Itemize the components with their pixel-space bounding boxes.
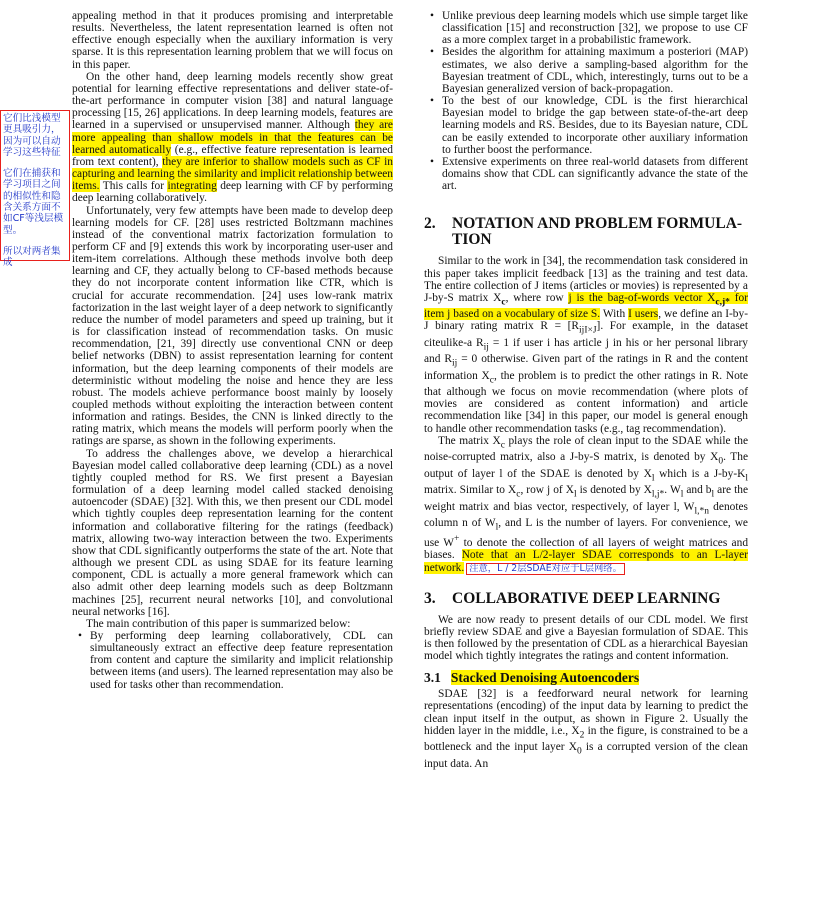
text-segment: are the weight matrix and bias vector, respectively, of layer l, W [424,484,748,513]
left-column [72,10,393,691]
text-segment: = 0 otherwise. Given part of the ratings in R and the content information X [424,353,748,382]
text-segment: , and L is the number of layers. For convenience, we use W [424,516,748,550]
list-item: • Unlike previous deep learning models which use simple target like classification [15] and reconstruction [32], we propose to use CF as a more complex target in a probabilistic framework. [442,10,748,46]
text-segment: With [600,308,629,321]
text-segment: (e.g., effective feature representation is learned from text content), [72,143,393,168]
text-segment: The matrix X [438,434,501,447]
text-segment: . The output of layer l of the SDAE is denoted by X [424,451,748,480]
text-segment: SDAE [32] is a feedforward neural network for learning representations (encoding) of the input data by learning to predict the clean input itself in the output, as shown in Figure 2. Usually the hidden layer in the middle, i.e., X [424,688,748,737]
section-title-cont: TION [452,231,492,249]
annotation-text: 所以对两者集成 [3,245,61,269]
text-segment: Similar to the work in [34], the recommendation task considered in this paper takes implicit feedback [13] as the training and test data. The entire collection of J items (articles or movies) is represented by a J-by-S matrix X [424,255,748,304]
contribution-list-continued [424,10,748,192]
text-segment: denotes column n of W [424,500,748,529]
list-item: • By performing deep learning collaboratively, CDL can simultaneously extract an effective deep feature representation from content and capture the similarity and implicit relationship between items (and users). The learned representation may also be used for tasks other than recommendation. [90,630,393,691]
text-segment: for item j based on a vocabulary of size S. [424,291,749,321]
text-segment: , we define an I-by-J binary rating matrix R = [R [424,308,748,333]
highlight-integrating: integrating [167,180,217,193]
highlight-layer-note: Note that an L/2-layer SDAE corresponds to an L-layer network. [424,549,748,574]
paragraph-sdae: SDAE [32] is a feedforward neural network for learning representations (encoding) of the input data by learning to predict the clean input itself in the output, as shown in Figure 2. Usually the hidden layer in the middle, i.e., $X_2$ in the figure, is constrained to be a bottleneck and the input layer $X_0$ is a corrupted version of the clean input data. An [424,688,748,770]
section-number: 3. [424,589,436,607]
highlight-subsection-title: Stacked Denoising Autoencoders [450,670,640,686]
highlight-inferior: they are inferior to shallow models such as CF in capturing and learning the similarity and implicit relationship between items. [72,155,393,193]
text-segment: ]. For example, in the dataset citeulike-a R [424,320,748,349]
text-segment: deep learning with CF by performing deep learning collaboratively. [72,180,393,205]
text-segment: On the other hand, deep learning models recently show great potential for learning effective representations and deliver state-of-the-art performance in computer vision [38] and natural language processing [15, 26] applications. In deep learning models, features are learned in a supervised or unsupervised manner. Although [72,70,393,132]
paragraph-sdae-notation: The matrix $X_c$ plays the role of clean input to the SDAE while the noise-corrupted matrix, also a J-by-S matrix, is denoted by $X_0$. The output of layer l of the SDAE is denoted by $X_l$ which is a $J-by-K_l$ matrix. Similar to $X_c$, row j of $X_l$ is denoted by $X_{l,j*}$. $W_l$ and $b_l$ are the weight matrix and bias vector, respectively, of layer l, $W_{l,*n}$ denotes column n of $W_l$, and L is the number of layers. For convenience, we use W+ to denote the collection of all layers of weight matrices and biases. Note that an L/2-layer SDAE corresponds to an L-layer network. 注意，L / 2层SDAE对应于L层网络。 [424,434,749,574]
annotation-text: 它们比浅模型更具吸引力，因为可以自动学习这些特征 [3,113,61,158]
margin-annotation [0,110,70,269]
list-item: • To the best of our knowledge, CDL is the first hierarchical Bayesian model to bridge the gap between state-of-the-art deep learning models and RS. Besides, due to its Bayesian nature, CDL can be easily extended to incorporate other auxiliary information to further boost the performance. [442,95,748,156]
text-segment: plays the role of clean input to the SDAE while the noise-corrupted matrix, also a J-by-S matrix, is denoted by X [424,434,748,464]
highlight-bag-of-words: j is the bag-of-words vector $X_{c,j*}$ for item j based on a vocabulary of size S. [424,291,749,321]
highlight-users: I users [628,308,659,321]
subsection-heading-sdae [424,672,748,684]
text-segment: This calls for [99,180,168,193]
paragraph-cdl-intro: To address the challenges above, we develop a hierarchical Bayesian model called collaborative deep learning (CDL) as a novel tightly coupled method for RS. We first present a Bayesian formulation of a deep learning model called stacked denoising autoencoder (SDAE) [32]. With this, we then present our CDL model which tightly couples deep representation learning for the content information and collaborative filtering for the ratings (feedback) matrix, allowing two-way interaction between the two. Experiments show that CDL significantly outperforms the state of the art. Note that although we present CDL as using SDAE for its feature learning component, CDL is actually a more general framework which can also admit other deep learning models such as deep Boltzmann machines [25], recurrent neural networks [10], and convolutional neural networks [16]. [72,447,393,618]
paragraph-deep-learning [72,71,393,205]
paragraph-notation: Similar to the work in [34], the recommendation task considered in this paper takes implicit feedback [13] as the training and test data. The entire collection of J items (articles or movies) is represented by a J-by-S matrix $X_c$, where row j is the bag-of-words vector $X_{c,j*}$ for item j based on a vocabulary of size S. With I users, we define an I-by-J binary rating matrix $R = [R_{ijI\times J}]$. For example, in the dataset citeulike-a $R_{ij} = 1$ if user i has article j in his or her personal library and $R_{ij} = 0$ otherwise. Given part of the ratings in R and the content information $X_c$, the problem is to predict the other ratings in R. Note that although we focus on movie recommendation (where plots of movies are considered as content information) and article recommendation like [34] in this paper, our model is general enough to handle other recommendation tasks (e.g., tag recommendation). [424,255,749,435]
text-segment: which is a J-by-K [654,467,746,480]
contribution-list [72,630,393,691]
section-number: 2. [424,215,436,233]
section-heading-cdl [424,591,748,607]
list-item: • Besides the algorithm for attaining maximum a posteriori (MAP) estimates, we also derive a sampling-based algorithm for the Bayesian treatment of CDL, which, interestingly, turns out to be a Bayesian generalized version of back-propagation. [442,46,748,95]
paragraph-contribution: The main contribution of this paper is summarized below: [86,617,351,630]
section-title: NOTATION AND PROBLEM FORMULA- [452,215,743,233]
paragraph-intro-end: appealing method in that it produces promising and interpretable results. Nevertheless, the latent representation learned is often not effective enough especially when the auxiliary information is very sparse. It is this representation learning problem that we will focus on in this paper. [72,10,393,71]
text-segment: j is the bag-of-words vector X [568,291,716,304]
right-column [424,10,748,770]
text-segment: , row j of X [520,484,574,497]
text-segment: in the figure, is constrained to be a bottleneck and the input layer X [424,724,748,754]
section-title: COLLABORATIVE DEEP LEARNING [452,589,721,607]
subsection-number: 3.1 [424,670,441,686]
paragraph-cdl-overview: We are now ready to present details of our CDL model. We first briefly review SDAE and give a Bayesian formulation of SDAE. This is then followed by the presentation of CDL as a hierarchical Bayesian model which tightly integrates the ratings and content information. [424,613,748,662]
list-item: • Extensive experiments on three real-world datasets from different domains show that CDL can significantly advance the state of the art. [442,156,748,192]
highlight-appealing: they are more appealing than shallow models in that the features can be learned automatically [72,119,393,156]
text-segment: matrix. Similar to X [424,484,517,497]
text-segment: is a corrupted version of the clean input data. An [424,741,748,770]
paragraph-related-work: Unfortunately, very few attempts have been made to develop deep learning models for CF. [28] uses restricted Boltzmann machines instead of the conventional matrix factorization formulation to perform CF and [9] extends this work by incorporating user-user and item-item correlations. Although these methods involve both deep learning and CF, they actually belong to CF-based methods because they do not incorporate content information like CTR, which is crucial for accurate recommendation. [24] uses low-rank matrix factorization in the last weight layer of a deep network to significantly reduce the number of model parameters and speed up training, but it is for classification instead of recommendation tasks. On music recommendation, [21, 39] directly use conventional CNN or deep belief networks (DBN) to assist representation learning for content information, but the deep learning components of their models are deterministic without modeling the noise and hence they are less robust. The models achieve performance boost mainly by loosely coupled methods without exploiting the interaction between content information and ratings. Besides, the CNN is linked directly to the rating matrix, which means the models will perform poorly when the ratings are sparse, as shown in the following experiments. [72,204,393,448]
text-segment: and b [683,484,712,497]
annotation-text: 它们在捕获和学习项目之间的相似性和隐含关系方面不如CF等浅层模型。 [3,168,64,236]
text-segment: to denote the collection of all layers of weight matrices and biases. [424,537,749,562]
text-segment: , the problem is to predict the other ratings in R. Note that although we focus on movie recommendation (where plots of movies are considered as content information) and article recommendation like [34] in this paper, our model is general enough to handle other recommendation tasks (e.g., tag recommendation). [424,369,748,435]
inline-annotation: 注意，L / 2层SDAE对应于L层网络。 [466,563,625,575]
section-heading-notation [424,216,748,248]
text-segment: . W [664,484,681,497]
text-segment: = 1 if user i has article j in his or her personal library and R [424,336,748,366]
text-segment: is denoted by X [576,484,652,497]
